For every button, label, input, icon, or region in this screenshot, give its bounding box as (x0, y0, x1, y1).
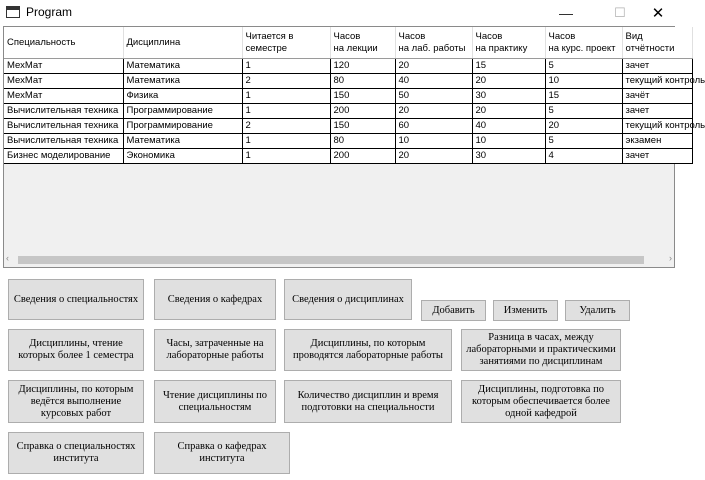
table-cell[interactable]: 20 (395, 104, 472, 119)
table-row[interactable] (4, 119, 692, 134)
table-cell[interactable]: Программирование (123, 104, 242, 119)
scrollbar-thumb[interactable] (18, 256, 644, 264)
close-button[interactable]: ✕ (651, 5, 665, 22)
table-cell[interactable]: МехМат (4, 89, 123, 104)
minimize-button[interactable]: — (559, 5, 573, 21)
table-cell[interactable]: 4 (545, 149, 622, 164)
table-cell[interactable]: 5 (545, 134, 622, 149)
column-header-label: на практику (475, 42, 528, 54)
table-cell[interactable]: 150 (330, 119, 395, 134)
table-cell[interactable]: 20 (472, 74, 545, 89)
table-cell[interactable]: текущий контроль (622, 74, 692, 89)
add-button[interactable]: Добавить (421, 300, 486, 321)
disciplines-info-button[interactable]: Сведения о дисциплинах (284, 279, 412, 320)
column-header-label: семестре (245, 42, 288, 54)
table-row[interactable] (4, 89, 692, 104)
table-row[interactable] (4, 104, 692, 119)
table-cell[interactable]: Математика (123, 74, 242, 89)
data-table (4, 27, 705, 164)
column-header[interactable] (330, 27, 395, 59)
table-cell[interactable]: 15 (472, 59, 545, 74)
query-course-work-button[interactable]: Дисциплины, по которым ведётся выполнение курсовых работ (8, 380, 144, 423)
query-lab-hours-button[interactable]: Часы, затраченные на лабораторные работы (154, 329, 276, 371)
table-cell[interactable]: 5 (545, 104, 622, 119)
query-multi-department-button[interactable]: Дисциплины, подготовка по которым обеспечивается более одной кафедрой (461, 380, 621, 423)
table-cell[interactable]: 20 (395, 149, 472, 164)
table-cell[interactable]: зачет (622, 149, 692, 164)
title-bar (0, 0, 676, 26)
column-header-label: на лаб. работы (398, 42, 466, 54)
column-header-label: Часов (548, 30, 576, 42)
column-header-label: Читается в (245, 30, 294, 42)
table-row[interactable] (4, 149, 692, 164)
table-row[interactable] (4, 59, 692, 74)
table-cell[interactable]: МехМат (4, 59, 123, 74)
report-departments-button[interactable]: Справка о кафедрах института (154, 432, 290, 474)
table-cell[interactable]: Вычислительная техника (4, 104, 123, 119)
table-cell[interactable]: МехМат (4, 74, 123, 89)
table-cell[interactable]: 1 (242, 89, 330, 104)
table-cell[interactable]: 80 (330, 74, 395, 89)
query-count-time-button[interactable]: Количество дисциплин и время подготовки на специальности (284, 380, 452, 423)
query-lab-disciplines-button[interactable]: Дисциплины, по которым проводятся лабораторные работы (284, 329, 452, 371)
table-cell[interactable]: 2 (242, 119, 330, 134)
table-cell[interactable]: текущий контроль (622, 119, 692, 134)
table-cell[interactable]: 1 (242, 134, 330, 149)
table-cell[interactable]: Математика (123, 134, 242, 149)
column-header-label: Специальность (7, 36, 76, 48)
column-header[interactable] (622, 27, 692, 59)
column-header[interactable] (545, 27, 622, 59)
table-cell[interactable]: 150 (330, 89, 395, 104)
table-cell[interactable]: 15 (545, 89, 622, 104)
table-cell[interactable]: зачёт (622, 89, 692, 104)
edit-button[interactable]: Изменить (493, 300, 558, 321)
query-by-specialty-button[interactable]: Чтение дисциплины по специальностям (154, 380, 276, 423)
table-cell[interactable]: 5 (545, 59, 622, 74)
column-header-label: Часов (398, 30, 426, 42)
column-header-label: отчётности (625, 42, 675, 54)
delete-button[interactable]: Удалить (565, 300, 630, 321)
table-cell[interactable]: 10 (545, 74, 622, 89)
table-cell[interactable]: 1 (242, 59, 330, 74)
table-cell[interactable]: 120 (330, 59, 395, 74)
table-cell[interactable]: Вычислительная техника (4, 119, 123, 134)
table-cell[interactable]: 20 (545, 119, 622, 134)
data-grid[interactable] (3, 26, 705, 268)
specialties-info-button[interactable]: Сведения о специальностях (8, 279, 144, 320)
maximize-button[interactable]: ☐ (614, 5, 626, 20)
table-cell[interactable]: 50 (395, 89, 472, 104)
app-window-icon (6, 6, 20, 18)
column-header-label: Часов (333, 30, 361, 42)
query-multi-semester-button[interactable]: Дисциплины, чтение которых более 1 семестра (8, 329, 144, 371)
table-cell[interactable]: 2 (242, 74, 330, 89)
departments-info-button[interactable]: Сведения о кафедрах (154, 279, 276, 320)
table-cell[interactable]: Вычислительная техника (4, 134, 123, 149)
table-cell[interactable]: 80 (330, 134, 395, 149)
table-cell[interactable]: Математика (123, 59, 242, 74)
table-cell[interactable]: зачет (622, 104, 692, 119)
table-cell[interactable]: Программирование (123, 119, 242, 134)
column-header[interactable] (472, 27, 545, 59)
report-specialties-button[interactable]: Справка о специальностях института (8, 432, 144, 474)
table-cell[interactable]: 10 (472, 134, 545, 149)
column-header[interactable] (395, 27, 472, 59)
column-header-label: Часов (475, 30, 503, 42)
table-cell[interactable]: экзамен (622, 134, 692, 149)
scroll-right-icon[interactable]: › (669, 253, 672, 263)
column-header-label: Дисциплина (126, 36, 181, 48)
column-header-label: на курс. проект (548, 42, 616, 54)
table-cell[interactable]: Физика (123, 89, 242, 104)
column-header[interactable] (4, 27, 123, 59)
column-header[interactable] (242, 27, 330, 59)
table-cell[interactable]: 10 (395, 134, 472, 149)
column-header-label: на лекции (333, 42, 378, 54)
query-lab-practice-diff-button[interactable]: Разница в часах, между лабораторными и практическими занятиями по дисциплинам (461, 329, 621, 371)
table-cell[interactable]: Бизнес моделирование (4, 149, 123, 164)
table-cell[interactable]: зачет (622, 59, 692, 74)
table-row[interactable] (4, 134, 692, 149)
table-row[interactable] (4, 74, 692, 89)
table-cell[interactable]: 200 (330, 149, 395, 164)
window-title: Program (26, 5, 73, 19)
column-header-label: Вид (625, 30, 643, 42)
horizontal-scrollbar[interactable] (4, 253, 674, 267)
table-cell[interactable]: Экономика (123, 149, 242, 164)
table-cell[interactable]: 200 (330, 104, 395, 119)
table-cell[interactable]: 60 (395, 119, 472, 134)
table-cell[interactable]: 30 (472, 149, 545, 164)
table-cell[interactable]: 40 (472, 119, 545, 134)
table-cell[interactable]: 40 (395, 74, 472, 89)
scroll-left-icon[interactable]: ‹ (6, 253, 9, 263)
table-cell[interactable]: 1 (242, 104, 330, 119)
table-cell[interactable]: 30 (472, 89, 545, 104)
table-cell[interactable]: 1 (242, 149, 330, 164)
column-header[interactable] (123, 27, 242, 59)
table-cell[interactable]: 20 (395, 59, 472, 74)
table-cell[interactable]: 20 (472, 104, 545, 119)
